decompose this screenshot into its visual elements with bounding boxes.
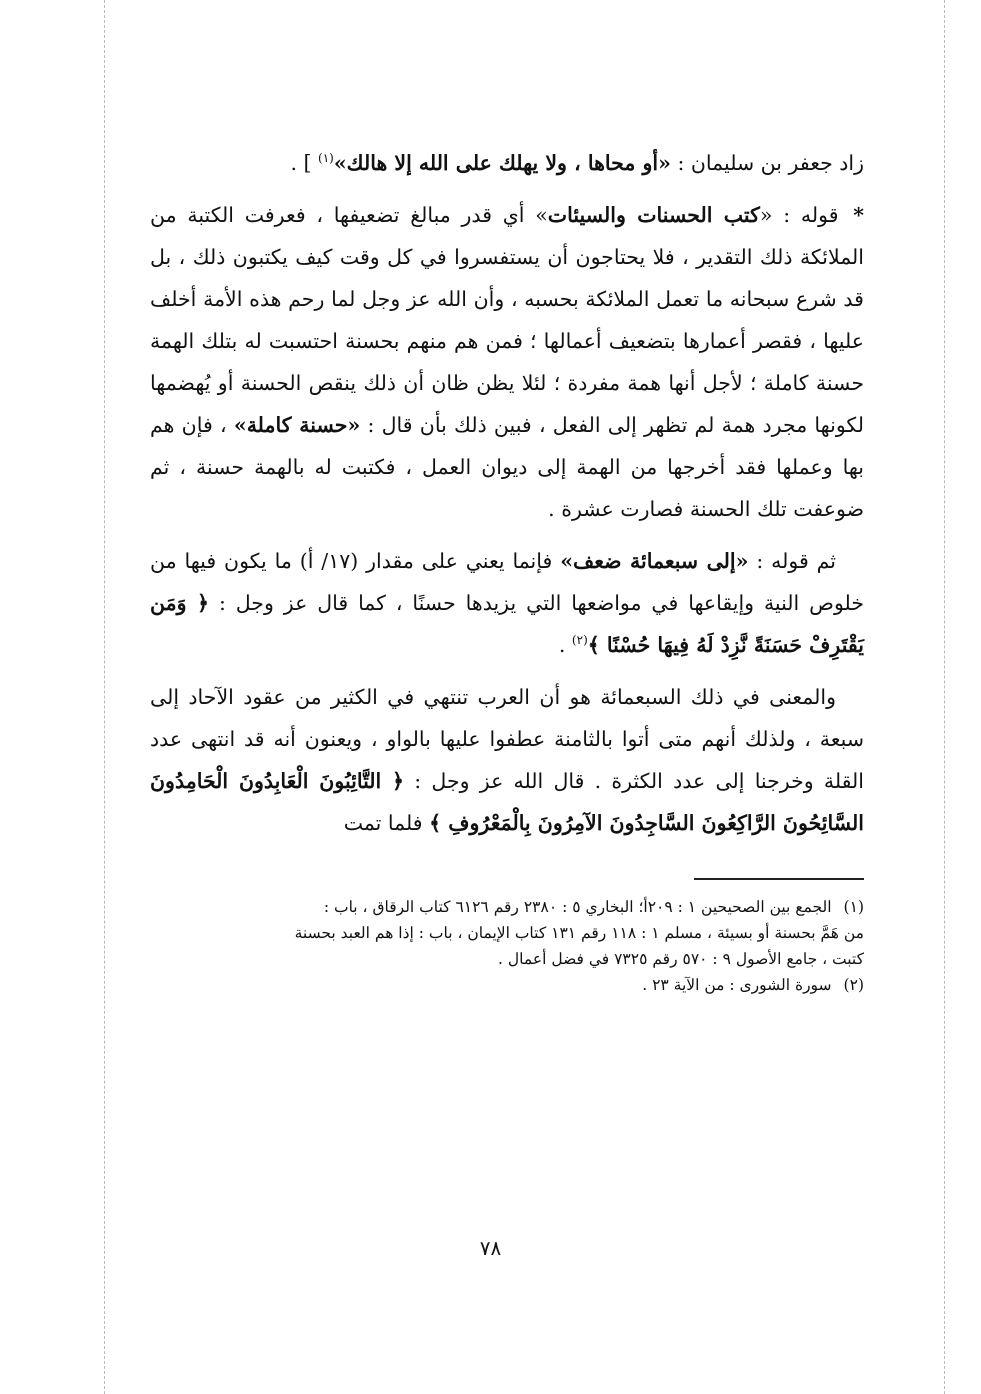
p1-close: ] . — [290, 151, 319, 175]
footnote-2 — [150, 972, 864, 998]
paragraph-1 — [150, 142, 864, 184]
footnote-1-line-3: كتبت ، جامع الأصول ٩ : ٥٧٠ رقم ٧٣٢٥ في فضل أعمال . — [498, 950, 864, 968]
p2-body: » أي قدر مبالغ تضعيفها ، فعرفت الكتبة من الملائكة ذلك التقدير ، فلا يحتاجون أن يستفسروا في كل وقت كيف يكتبون ذلك ، بل قد شرع سبحانه ما تعمل الملائكة بحسبه ، وأن الله عز وجل لما رحم هذه الأمة أخلف عليها ، فقصر أعمارها بتضعيف أعمالها ؛ فمن هم منهم بحسنة احتسبت له بتلك الهمة حسنة كاملة ؛ لأجل أنها همة مفردة ؛ لئلا يظن ظان أن ذلك ينقص الحسنة أو يُهضمها لكونها مجرد همة لم تظهر إلى الفعل ، فبين ذلك بأن قال : — [150, 203, 864, 437]
p2-term: كتب الحسنات والسيئات — [547, 203, 760, 227]
p3-close: . — [558, 633, 572, 657]
p1-intro: زاد جعفر بن سليمان : — [670, 151, 864, 175]
p2-lead: قوله : « — [759, 203, 839, 227]
footnote-1-line-2: من هَمَّ بحسنة أو بسيئة ، مسلم ١ : ١١٨ رقم ١٣١ كتاب الإيمان ، باب : إذا هم العبد بحسنة — [294, 924, 864, 942]
footnote-1-number: (١) — [843, 898, 864, 916]
p3-verse: ﴿ وَمَن يَقْتَرِفْ حَسَنَةً نَّزِدْ لَهُ فِيهَا حُسْنًا ﴾ — [150, 591, 864, 657]
paragraph-2 — [150, 194, 864, 530]
p1-quote: «أو محاها ، ولا يهلك على الله إلا هالك» — [333, 151, 671, 175]
paragraph-4 — [150, 676, 864, 844]
footnote-separator — [694, 878, 864, 880]
asterisk-marker: * — [853, 203, 864, 227]
p3-body: فإنما يعني على مقدار (١٧/ أ) ما يكون فيها من خلوص النية وإيقاعها في مواضعها التي يزيدها حسنًا ، كما قال عز وجل : — [150, 549, 864, 615]
footnotes — [150, 894, 864, 998]
paragraph-3 — [150, 540, 864, 666]
footnote-2-line-1: سورة الشورى : من الآية ٢٣ . — [642, 976, 832, 994]
p4-verse: ﴿ التَّائِبُونَ الْعَابِدُونَ الْحَامِدُونَ السَّائِحُونَ الرَّاكِعُونَ السَّاجِدُونَ الآمِرُونَ بِالْمَعْرُوفِ ﴾ — [150, 769, 864, 835]
footnote-1 — [150, 894, 864, 920]
p4-lead: والمعنى في ذلك السبعمائة هو أن العرب تنتهي في الكثير من عقود الآحاد إلى سبعة ، ولذلك أنهم متى أتوا بالثامنة عطفوا عليها بالواو ، ويعنون أنه قد انتهى عدد القلة وخرجنا إلى عدد الكثرة . قال الله عز وجل : — [150, 685, 864, 793]
scan-edge-right — [944, 0, 945, 1394]
p2-tail: ، فإن هم بها وعملها فقد أخرجها من الهمة إلى ديوان العمل ، فكتبت له بالهمة حسنة ، ثم ضوعفت تلك الحسنة فصارت عشرة . — [150, 413, 864, 521]
p2-term2: «حسنة كاملة» — [233, 413, 361, 437]
page-number: ٧٨ — [479, 1236, 502, 1260]
footnote-ref-2[interactable]: (٢) — [571, 633, 588, 648]
p4-tail: فلما تمت — [343, 811, 430, 835]
footnote-ref-1[interactable]: (١) — [318, 151, 334, 166]
p3-term: «إلى سبعمائة ضعف» — [560, 549, 749, 573]
footnote-1-line-1: الجمع بين الصحيحين ١ : ٢٠٩أ؛ البخاري ٥ : ٢٣٨٠ رقم ٦١٢٦ كتاب الرقاق ، باب : — [323, 898, 832, 916]
scan-edge-left — [104, 0, 105, 1394]
page-body — [150, 142, 864, 998]
footnote-2-number: (٢) — [843, 976, 864, 994]
p3-lead: ثم قوله : — [748, 549, 836, 573]
